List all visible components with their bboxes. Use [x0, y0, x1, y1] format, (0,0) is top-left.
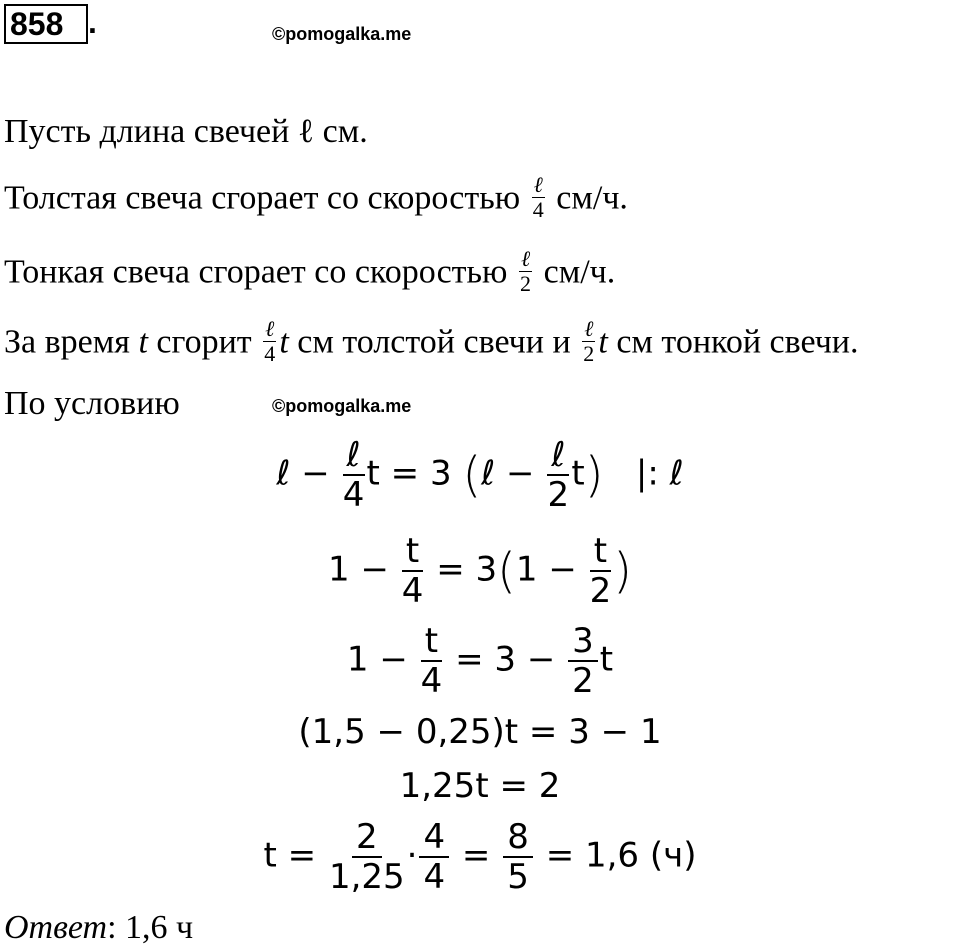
equation-1: [0, 436, 960, 514]
eq2-mid: = 3: [436, 549, 498, 590]
fraction-denominator: 4: [264, 341, 276, 366]
burn-thick-fraction: [263, 317, 276, 366]
fraction-numerator: 4: [419, 818, 449, 858]
fraction-numerator: ℓ: [584, 316, 594, 341]
fraction-numerator: 3: [568, 622, 598, 662]
text-line-5: По условию: [4, 385, 180, 422]
text-line-4-a: За время: [4, 323, 130, 361]
eq6-lhs: t =: [263, 835, 317, 876]
right-paren: ): [613, 543, 632, 599]
fraction-numerator: t: [421, 622, 442, 662]
fraction-numerator: ℓ: [547, 436, 569, 476]
eq1-frac-1: [343, 436, 365, 514]
eq1-mid: t = 3: [366, 453, 452, 494]
fraction-numerator: 2: [352, 818, 382, 858]
fraction-denominator: 2: [547, 475, 570, 515]
eq2-lhs: 1 −: [328, 549, 389, 590]
fraction-denominator: 2: [583, 341, 595, 366]
eq3-frac-2: [568, 622, 598, 700]
fraction-denominator: 4: [401, 571, 424, 611]
equation-2: [0, 532, 960, 610]
fraction-denominator: 1,25: [328, 857, 405, 897]
text-line-3-end: см/ч.: [543, 253, 616, 291]
text-line-2-start: Толстая свеча сгорает со скоростью: [4, 179, 521, 217]
eq6-frac-1: [329, 818, 405, 896]
equation-6: [0, 818, 960, 896]
answer-line: [4, 908, 193, 948]
eq6-frac-2: [419, 818, 449, 896]
eq6-dot: ·: [406, 835, 418, 876]
fraction-denominator: 2: [589, 571, 612, 611]
eq6-frac-3: [503, 818, 533, 896]
var-t: t: [138, 323, 148, 361]
eq1-t: t: [571, 453, 585, 494]
eq3-frac-1: [421, 622, 443, 700]
fraction-numerator: t: [402, 532, 423, 572]
fraction-denominator: 5: [507, 857, 529, 897]
problem-number-dot: .: [88, 4, 97, 40]
burn-thin-fraction: [582, 317, 595, 366]
problem-number: 858: [4, 4, 88, 44]
eq1-divide: |: ℓ: [635, 453, 684, 494]
var-t: t: [279, 323, 289, 361]
equation-5: 1,25t = 2: [399, 766, 561, 806]
eq1-frac-2: [547, 436, 569, 514]
text-line-3: [4, 246, 616, 299]
fraction-denominator: 4: [342, 475, 365, 515]
eq1-lhs: ℓ −: [276, 453, 330, 494]
answer-value: : 1,6 ч: [107, 909, 194, 946]
watermark-top: ©pomogalka.me: [272, 24, 412, 44]
left-paren: (: [497, 543, 516, 599]
fraction-denominator: 2: [520, 271, 532, 296]
fraction-numerator: ℓ: [533, 172, 543, 197]
eq2-frac-2: [590, 532, 612, 610]
var-t: t: [598, 323, 608, 361]
equation-3: [0, 622, 960, 700]
eq2-inner: 1 −: [515, 549, 577, 590]
fraction-numerator: t: [590, 532, 611, 572]
eq3-lhs: 1 −: [346, 639, 408, 680]
eq2-frac-1: [402, 532, 424, 610]
text-line-4-d: см тонкой свечи.: [616, 323, 859, 361]
text-line-4-c: см толстой свечи и: [297, 323, 571, 361]
speed-thick-fraction: [532, 173, 545, 222]
fraction-numerator: ℓ: [343, 436, 365, 476]
equation-4: (1,5 − 0,25)t = 3 − 1: [298, 712, 662, 752]
fraction-numerator: ℓ: [520, 246, 531, 271]
text-line-1: Пусть длина свечей ℓ см.: [4, 113, 368, 150]
text-line-2: [4, 172, 628, 225]
text-line-3-start: Тонкая свеча сгорает со скоростью: [4, 253, 508, 291]
left-paren: (: [462, 447, 482, 503]
fraction-denominator: 2: [572, 661, 594, 701]
watermark-mid: ©pomogalka.me: [272, 396, 412, 416]
fraction-numerator: ℓ: [265, 316, 275, 341]
fraction-numerator: 8: [503, 818, 533, 858]
fraction-denominator: 4: [420, 661, 443, 701]
speed-thin-fraction: [519, 247, 532, 296]
eq1-inner: ℓ −: [481, 453, 535, 494]
fraction-denominator: 4: [532, 197, 544, 222]
text-line-4: [4, 316, 859, 369]
text-line-2-end: см/ч.: [556, 179, 628, 217]
eq3-t: t: [599, 639, 614, 680]
eq3-mid: = 3 −: [455, 639, 556, 680]
right-paren: ): [584, 447, 604, 503]
answer-label: Ответ: [4, 909, 108, 946]
text-line-4-b: сгорит: [156, 323, 252, 361]
fraction-denominator: 4: [423, 857, 446, 897]
eq6-equals: =: [461, 835, 491, 876]
eq6-result: = 1,6 (ч): [545, 835, 697, 876]
